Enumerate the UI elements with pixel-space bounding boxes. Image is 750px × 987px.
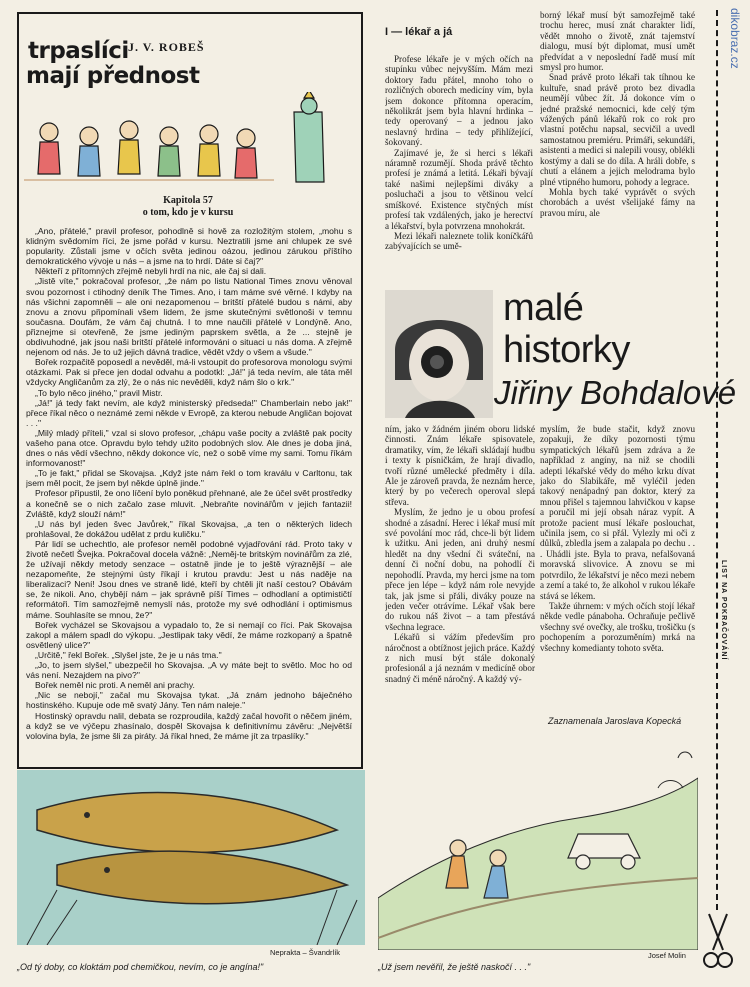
left-paragraph: „Já!" já tedy fakt nevím, ale když ministerský předseda!" Chamberlain nebo jak!" přece říkal něco o neznámé zemi někde v Evropě, za kterou nebude Angličan bojovat . . ." bbox=[26, 397, 352, 428]
middle-lower-paragraph: Lékařů si vážím především pro náročnost a obtížnost jejich práce. Každý z nich musí být stále dokonalý profesionál a já neznám v medicíně obor snadný či méně náročný. A každý vý- bbox=[385, 632, 535, 684]
right-cartoon-credit: Josef Molin bbox=[648, 951, 686, 960]
middle-lower-paragraph: Myslím, že jedno je u obou profesí shodné a zásadní. Herec i lékař musí mít své povolání moc rád, chce-li být lidem k užitku. Ani jeden, ani druhý nesmí hledět na dny všední či sváteční, na denní či noční dobu, na pohodlí či nepohodlí. Pravda, my herci jsme na tom přece jen lépe – když nám role nevyjde tak, jak jsme si přáli, diváky pouze na jeden večer otrávíme. Lékař však bere do rukou náš život – a tam přestává všechna legrace. bbox=[385, 507, 535, 632]
site-watermark: dikobraz.cz bbox=[728, 8, 742, 69]
car-cartoon bbox=[378, 738, 698, 950]
right-paragraph: Snad právě proto lékaři tak tíhnou ke kultuře, snad právě proto bez divadla neumějí vůbec žít. Já dokonce vím o jedné pražské nemocnici, kde celý tým vážených pánů lékařů rok co rok pro vlastní potěchu napsal, secvičil a uvedl samostatnou premiéru. Primáři, sekundáři, asistenti a medici si nalepili vousy, oblékli kostýmy a dali se do díla. A hráli dobře, s chutí a elánem a jejich melodrama bylo plné vtipného humoru, pohody a legrace. bbox=[540, 72, 695, 187]
left-paragraph: Bořek neměl nic proti. A neměl ani prachy. bbox=[35, 680, 195, 691]
continuation-marker: LIST NA POKRAČOVÁNÍ bbox=[720, 560, 727, 661]
right-paragraph: Mohla bych také vyprávět o svých chorobách a uvést všelijaké fámy na pravou míru, ale bbox=[540, 186, 695, 218]
left-paragraph: Pár lidí se uchechtlo, ale profesor neměl podobné vyjadřování rád. Proto taky v životě nečetl Švejka. Pokračoval docela vážně: „Neměj-te britským novinářům za zlé, že užívají někdy metody senzace – ostatně jinde je to ještě výraznější – ale nezapomeňte, že stejnými ústy říkají i krutou pravdu: Jest u nás naděje na liberalizaci? Není! Jsou dnes ve straně lidé, kteří by chtěli jít naší cestou? Obávám se, že nikoli. Ano, chybějí nám – jak správně píší Times – odhodlaní a optimističtí reformátoři. Tím samozřejmě nemyslí nás, protože my své odhodlání i optimismus máme. Souhlasíte se mnou, že?" bbox=[26, 538, 352, 620]
middle-heading: I — lékař a já bbox=[385, 26, 453, 38]
middle-lower-paragraph: ním, jako v žádném jiném oboru lidské činnosti. Znám lékaře spisovatele, dramatiky, vím, že lékaři skládají hudbu i texty k písničkám, že hrají divadlo, tvoří různé umělecké předměty i díla. Ale je zároveň pravda, že neznám herce, který by po večerech operoval slepá střeva. bbox=[385, 424, 535, 507]
left-paragraph: „To je fakt," přidal se Skovajsa. „Když jste nám řekl o tom kraválu v Carltonu, tak jsem měl pocit, že jsem byl někde úplně jinde." bbox=[26, 468, 352, 489]
right-column-lower bbox=[540, 424, 695, 692]
left-paragraph: „Ano, přátelé," pravil profesor, pohodlně si hově za rozložitým stolem, „mohu s klidným svědomím říci, že jsme pořád v kursu. Neztratili jsme ani chlupek ze své popularity. Zůstali jsme v očích světa jedinou oázou, jedinou zárukou příštího demokratického vývoje u nás – a jsme na to hrdí. Dáte si čaj?" bbox=[26, 226, 352, 267]
left-cartoon-caption: „Od tý doby, co kloktám pod chemičkou, nevím, co je angína!" bbox=[17, 962, 264, 972]
middle-paragraph: Zajímavé je, že si herci s lékaři náramně rozumějí. Shoda právě těchto profesí je známá a letitá. Lékaři bývají také našimi nejlepšími diváky a posluchači a jsou to většinou velcí smíškové. Existence styčných míst profesí tak vzdálených, jako je herectví a lékařství, byla potvrzena mnohokrát. bbox=[385, 147, 533, 231]
middle-column-lower bbox=[385, 424, 535, 730]
left-paragraph: „U nás byl jeden švec Javůrek," říkal Skovajsa, „a ten o některých lidech prohlašoval, že dokážou udělat z prdu kuličku." bbox=[26, 518, 352, 539]
feature-title-line3: Jiřiny Bohdalové bbox=[494, 374, 737, 411]
signature: Zaznamenala Jaroslava Kopecká bbox=[548, 716, 682, 726]
middle-paragraph: Profese lékaře je v mých očích na stupínku vůbec nejvyšším. Mám mezi doktory řadu přátel, mnoho toho o rozličných oborech medicíny vím, byla jsem dokonce přítomna operacím, několikrát jsem byla hlavní hrdinka – tedy operovaný – a jednou jako neslavný hrdina – tedy přihlížející, šokovaný. bbox=[385, 54, 533, 148]
scissors-icon bbox=[701, 912, 735, 972]
middle-paragraph: Mezi lékaři naleznete tolik koníčkářů zabývajících se umě- bbox=[385, 230, 533, 252]
left-paragraph: „To bylo něco jiného," pravil Mistr. bbox=[35, 387, 163, 398]
chapter-number: Kapitola 57 bbox=[163, 195, 213, 206]
right-column-top bbox=[540, 10, 695, 288]
left-paragraph: Někteří z přítomných zřejmě nebyli hrdí na nic, ale čaj si dali. bbox=[35, 266, 267, 277]
right-cartoon-caption: „Už jsem nevěřil, že ještě naskočí . . ." bbox=[378, 962, 531, 972]
left-paragraph: „Milý mladý příteli," vzal si slovo profesor, „chápu vaše pocity a zvláště pak pocity vašeho pana otce. Opravdu bylo tehdy užito podobných slov. Ale dnes je doba jiná, dnes o nás vědí všechno, někdy dokonce víc, než o sobě víme my sami. Tomu říkám informovanost!" bbox=[26, 427, 352, 469]
feature-title-line2: historky bbox=[503, 329, 630, 371]
feature-title-line1: malé bbox=[503, 287, 584, 329]
left-paragraph: „Jistě víte," pokračoval profesor, „že nám po listu National Times znovu věnoval svou pozornost i ctihodný deník The Times. Ano, i tam máme své věrné. I kdyby na nás všichni zapomněli – ale oni nezapomenou – britští přátelé budou s námi, aby znovu a znovu připomínali všem lidem, že jsme skutečnými světlonoši v temnu současna. Doufám, že vám čaj chutná. I to mne naučili přátelé v Londýně. Ano, přiznejme si otevřeně, že jsme jediným paprskem světla, a že ... stejně je obdivuhodné, jak jsou naši britští přátelé informováni o situaci u nás doma. A zřejmě nejenom od nás. Je to už jejich dávná tradice, vědět vždy o všem a všude." bbox=[26, 276, 352, 358]
cut-line bbox=[716, 10, 718, 910]
left-paragraph: Hostinský opravdu nalil, debata se rozproudila, každý začal hovořit o něčem jiném, a když se ve výčepu zhasínalo, dospěl Skovajsa k definitivnímu závěru: „Největší volovina byla, že jsme šli za piráty. Já říkal hned, že máme jít za trpaslíky." bbox=[26, 710, 352, 741]
left-paragraph: „Nic se nebojí," začal mu Skovajsa tykat. „Já znám jednoho báječného hostinského. Kupuje ode mě svatý Jány. Ten nám naleje." bbox=[26, 690, 352, 711]
middle-column-top bbox=[385, 54, 533, 286]
left-cartoon-credit: Neprakta – Švandrlík bbox=[270, 948, 341, 957]
bohdalova-photo bbox=[385, 290, 493, 418]
dwarves-illustration bbox=[24, 92, 352, 190]
left-paragraph: Bořek rozpačitě poposedl a nevěděl, má-li vstoupit do profesorova monologu svými otázkami. Pak si přece jen dodal odvahu a podotkl: „Já!" já teda nevím, ale táta měl vždycky Angličanům za zlý, že o nás nic nevěděli, když nám šlo o krk." bbox=[26, 357, 352, 388]
right-lower-paragraph: Takže úhrnem: v mých očích stojí lékař někde vedle pánaboha. Ochraňuje pečlivě všechny své ovečky, ale trošku, trošičku (s pochopením a porozuměním) mrká na všechny komedianty tohoto světa. bbox=[540, 600, 695, 653]
left-article-author: J. V. ROBEŠ bbox=[128, 40, 205, 54]
left-paragraph: „Určitě," řekl Bořek. „Slyšel jste, že je u nás tma." bbox=[35, 649, 222, 660]
left-article-title-line1: trpaslíci bbox=[28, 38, 129, 64]
left-paragraph: Bořek vycházel se Skovajsou a vypadalo to, že si nemají co říci. Pak Skovajsa zakopl a málem spadl do výkopu. „Jestlipak taky vědí, že máme rozkopaný a špatně osvětlený ulice?" bbox=[26, 619, 352, 650]
right-paragraph: borný lékař musí být samozřejmě také trochu herec, musí znát charakter lidí, vědět mnoho o životě, znát tajemství dialogu, musí být diplomat, musí umět předvídat a v neposlední řadě musí mít smysl pro humor. bbox=[540, 10, 695, 73]
left-article-body bbox=[26, 226, 352, 758]
left-paragraph: „Jo, to jsem slyšel," ubezpečil ho Skovajsa. „A vy máte bejt to světlo. Moc ho od vás není. Nezajdem na pivo?" bbox=[26, 660, 352, 681]
chapter-heading bbox=[24, 195, 352, 219]
left-article-title-line2: mají přednost bbox=[26, 63, 200, 89]
left-paragraph: Profesor připustil, že ono líčení bylo poněkud přehnané, ale že účel svět prostředky a konečně se o nich začalo zase mluvit. „Nebraňte novinářům v jejich fantazii! Zvláště, když slouží nám!" bbox=[26, 488, 352, 519]
right-lower-paragraph: myslím, že bude stačit, když znovu zopakuji, že díky pozornosti týmu sympatických lékařů jsem zdráva a že například z angíny, na niž se chodili adepti lékařské vědy do mého krku dívat jako do Slabikáře, mě vyléčil jeden takový nenápadný pan doktor, který za mnou přišel s tajemnou lahvičkou v kapse a poručil mi její obsah náraz vypít. A protože pacient musí lékaře poslouchat, učinila jsem, co si přál. Vylezly mi oči z důlků, zbledla jsem a zalapala po dechu . . . Uhádli jste. Byla to prava, nefalšovaná moravská slivovice. A znovu se mi potvrdilo, že lékařství je něco mezi nebem a zemí a také to, že alkohol v rukou lékaře stává se lékem. bbox=[540, 424, 695, 601]
chapter-title: o tom, kdo je v kursu bbox=[142, 207, 234, 218]
pike-cartoon bbox=[17, 770, 365, 945]
